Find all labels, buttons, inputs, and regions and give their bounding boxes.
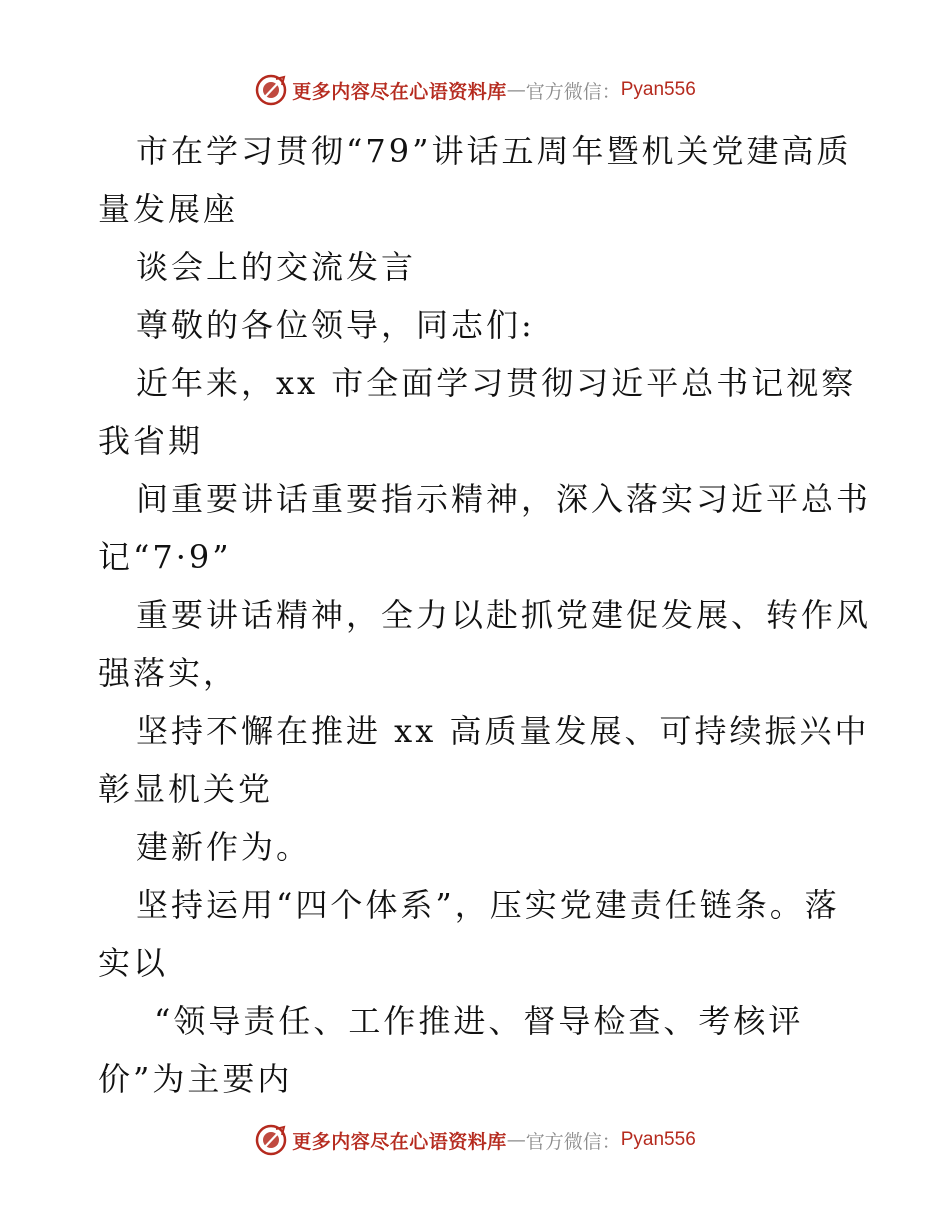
body-line: 我省期 <box>98 422 204 460</box>
body-line: 量发展座 <box>98 190 239 228</box>
banner-wechat-label: 官方微信： <box>525 80 621 103</box>
body-line: 记“7·9” <box>98 538 232 576</box>
banner-wechat-id: Pyan556 <box>620 1129 696 1150</box>
body-line: 间重要讲话重要指示精神，深入落实习近平总书 <box>136 480 872 518</box>
body-line: 建新作为。 <box>136 828 312 866</box>
body-line: “领导责任、工作推进、督导检查、考核评 <box>154 1002 804 1040</box>
body-line: 谈会上的交流发言 <box>136 248 417 286</box>
banner-text: 更多内容尽在心语资料库 <box>292 1130 507 1153</box>
header-watermark-banner <box>0 70 950 110</box>
body-line: 重要讲话精神，全力以赴抓党建促发展、转作风 <box>136 596 872 634</box>
body-line: 强落实， <box>98 654 239 692</box>
body-line: 坚持运用“四个体系”，压实党建责任链条。落 <box>136 886 840 924</box>
banner-separator: — <box>506 79 526 101</box>
body-line: 市在学习贯彻“79”讲话五周年暨机关党建高质 <box>136 132 852 170</box>
banner-text: 更多内容尽在心语资料库 <box>292 80 507 103</box>
banner-wechat-id: Pyan556 <box>620 79 696 100</box>
body-line: 尊敬的各位领导，同志们: <box>136 306 535 344</box>
body-line: 近年来，xx 市全面学习贯彻习近平总书记视察 <box>136 364 857 402</box>
footer-watermark-banner <box>0 1120 950 1160</box>
brand-logo-icon <box>254 73 288 107</box>
banner-wechat-label: 官方微信： <box>525 1130 621 1153</box>
banner-separator: — <box>506 1129 526 1151</box>
body-line: 实以 <box>98 944 169 982</box>
brand-logo-icon <box>254 1123 288 1157</box>
body-line: 坚持不懈在推进 xx 高质量发展、可持续振兴中 <box>136 712 870 750</box>
document-body <box>98 122 872 1108</box>
body-line: 价”为主要内 <box>98 1060 293 1098</box>
body-line: 彰显机关党 <box>98 770 274 808</box>
